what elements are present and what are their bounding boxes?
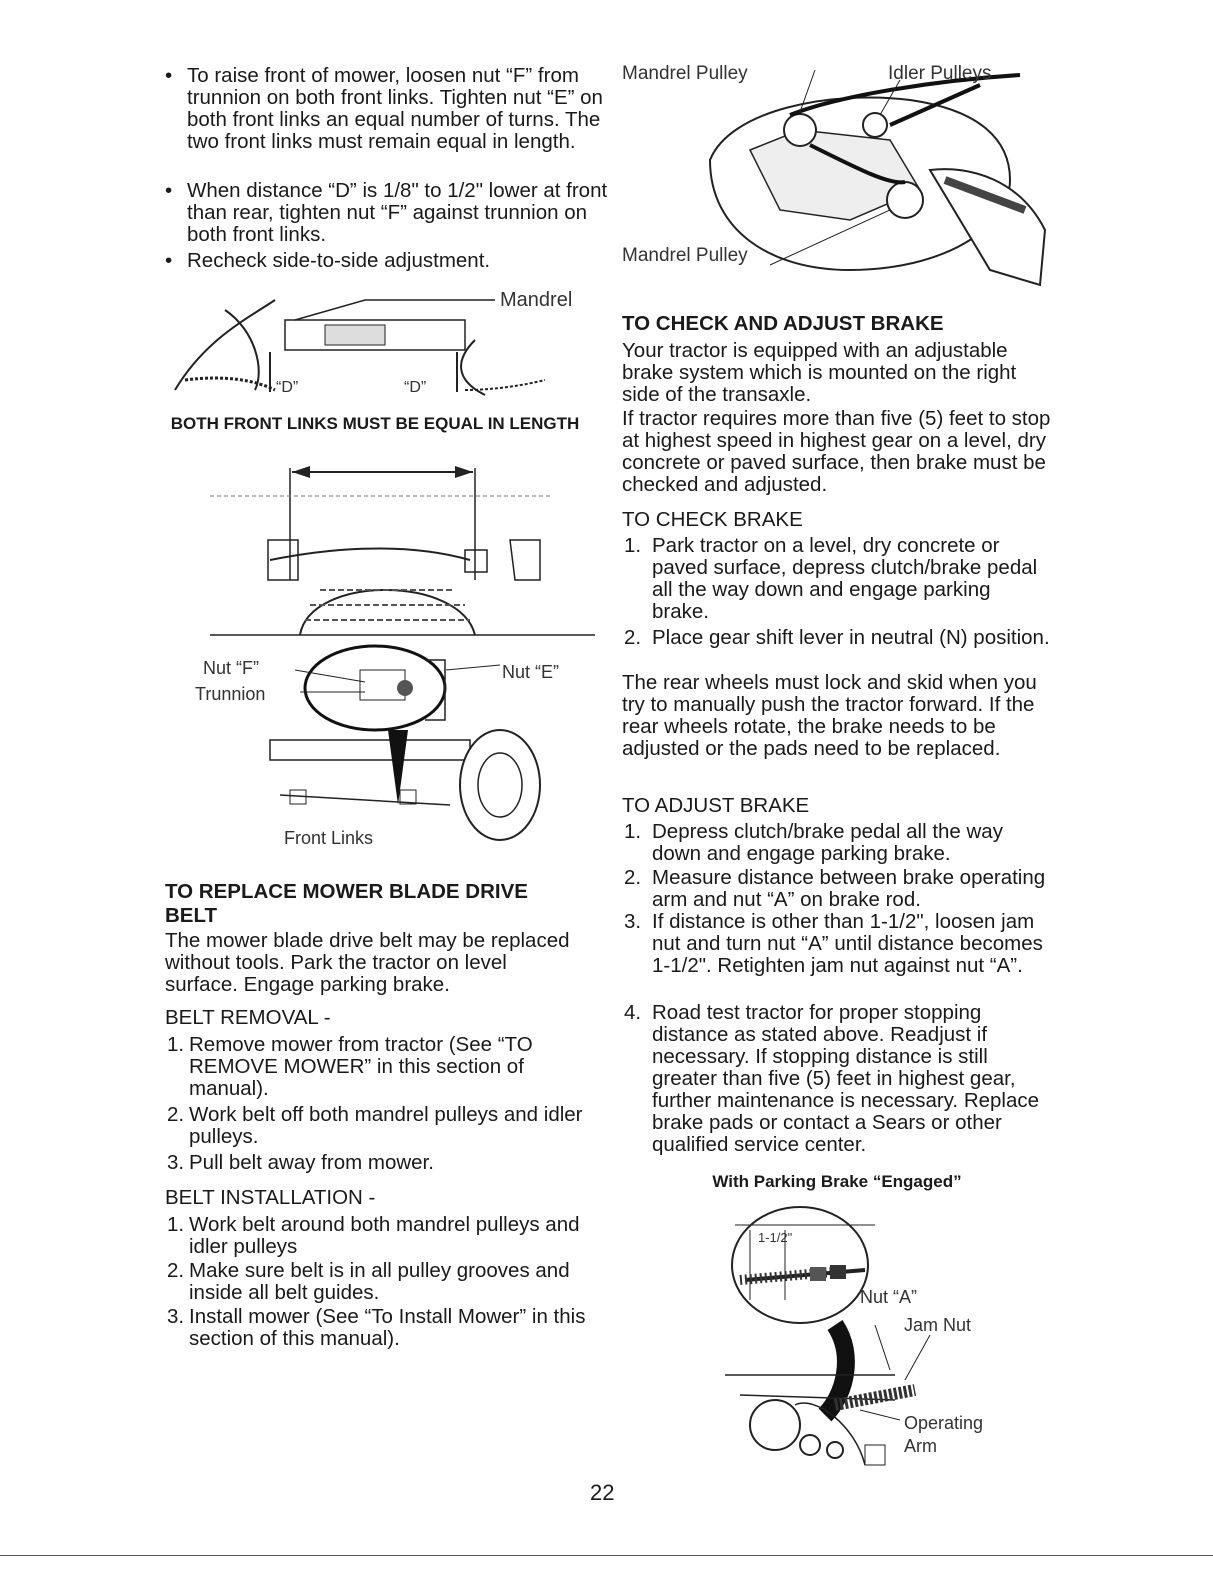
page-number: 22 bbox=[590, 1480, 615, 1505]
label-d-left: “D” bbox=[276, 379, 299, 396]
bullet-dot: • bbox=[165, 179, 173, 202]
label-nut-e: Nut “E” bbox=[502, 662, 560, 682]
label-mandrel-pulley-bottom: Mandrel Pulley bbox=[622, 245, 748, 266]
bullet-dot: • bbox=[165, 64, 173, 87]
bullet-text: To raise front of mower, loosen nut “F” from trunnion on both front links. Tighten nut “E” on both front links an equal number of turns. The two front links must remain equal in length. bbox=[187, 64, 603, 153]
step-text: Remove mower from tractor (See “TO REMOVE MOWER” in this section of manual). bbox=[189, 1033, 533, 1100]
label-arm: Arm bbox=[904, 1436, 937, 1456]
step-number: 3. bbox=[624, 910, 642, 933]
step-text: Work belt around both mandrel pulleys and idler pulleys bbox=[189, 1213, 580, 1258]
step-text: Place gear shift lever in neutral (N) position. bbox=[652, 626, 1050, 649]
step-number: 2. bbox=[167, 1103, 185, 1126]
label-jam-nut: Jam Nut bbox=[904, 1315, 972, 1335]
step-number: 1. bbox=[167, 1033, 185, 1056]
label-idler-pulleys: Idler Pulleys bbox=[888, 63, 992, 84]
check-note: The rear wheels must lock and skid when you try to manually push the tractor forward. If the rear wheels rotate, the brake needs to be adjusted or the pads need to be replaced. bbox=[622, 671, 1037, 760]
label-operating: Operating bbox=[904, 1413, 984, 1433]
label-trunnion: Trunnion bbox=[195, 684, 266, 704]
label-mandrel-pulley-top: Mandrel Pulley bbox=[622, 63, 748, 84]
step-text: Pull belt away from mower. bbox=[189, 1151, 434, 1174]
bullet-dot: • bbox=[165, 249, 173, 272]
brake-intro-2: If tractor requires more than five (5) feet to stop at highest speed in highest gear on a level, dry concrete or paved surface, then brake must be checked and adjusted. bbox=[622, 407, 1051, 496]
label-nut-a: Nut “A” bbox=[860, 1287, 918, 1307]
step-text: Road test tractor for proper stopping distance as stated above. Readjust if necessary. If stopping distance is still greater than five (5) feet in highest gear, further maintenance is necessary. Replace brake pads or contact a Sears or other qualified service center. bbox=[652, 1001, 1040, 1156]
step-text: Measure distance between brake operating arm and nut “A” on brake rod. bbox=[652, 866, 1046, 911]
belt-removal-heading: BELT REMOVAL - bbox=[165, 1006, 331, 1029]
front-links-diagram bbox=[210, 460, 600, 850]
label-mandrel: Mandrel bbox=[500, 289, 573, 311]
step-text: Install mower (See “To Install Mower” in this section of this manual). bbox=[189, 1305, 586, 1350]
label-d-right: “D” bbox=[404, 379, 427, 396]
step-text: If distance is other than 1-1/2", loosen jam nut and turn nut “A” until distance becomes 1-1/2". Retighten jam nut against nut “A”. bbox=[652, 910, 1043, 977]
section-heading-brake: TO CHECK AND ADJUST BRAKE bbox=[622, 312, 944, 335]
label-nut-f: Nut “F” bbox=[203, 658, 259, 678]
step-number: 1. bbox=[167, 1213, 185, 1236]
figure-caption-brake: With Parking Brake “Engaged” bbox=[712, 1172, 962, 1191]
brake-nut-diagram bbox=[715, 1205, 995, 1475]
step-number: 1. bbox=[624, 820, 642, 843]
brake-intro-1: Your tractor is equipped with an adjustable brake system which is mounted on the right side of the transaxle. bbox=[622, 339, 1017, 406]
figure-caption-links: BOTH FRONT LINKS MUST BE EQUAL IN LENGTH bbox=[170, 414, 580, 433]
label-front-links: Front Links bbox=[284, 828, 374, 848]
adjust-brake-heading: TO ADJUST BRAKE bbox=[622, 794, 810, 817]
step-number: 2. bbox=[167, 1259, 185, 1282]
step-text: Park tractor on a level, dry concrete or paved surface, depress clutch/brake pedal all the way down and engage parking brake. bbox=[652, 534, 1038, 623]
bullet-text: When distance “D” is 1/8" to 1/2" lower at front than rear, tighten nut “F” against trunnion on both front links. bbox=[187, 179, 608, 246]
step-text: Work belt off both mandrel pulleys and idler pulleys. bbox=[189, 1103, 583, 1148]
step-text: Depress clutch/brake pedal all the way down and engage parking brake. bbox=[652, 820, 1003, 865]
bullet-text: Recheck side-to-side adjustment. bbox=[187, 249, 491, 272]
check-brake-heading: TO CHECK BRAKE bbox=[622, 508, 803, 531]
step-number: 4. bbox=[624, 1001, 642, 1024]
label-one-and-half-inch: 1-1/2" bbox=[758, 1230, 793, 1245]
step-number: 2. bbox=[624, 866, 642, 889]
step-number: 3. bbox=[167, 1305, 185, 1328]
step-number: 2. bbox=[624, 626, 642, 649]
step-number: 3. bbox=[167, 1151, 185, 1174]
step-text: Make sure belt is in all pulley grooves and inside all belt guides. bbox=[189, 1259, 570, 1304]
belt-installation-heading: BELT INSTALLATION - bbox=[165, 1186, 376, 1209]
section-heading-belt: TO REPLACE MOWER BLADE DRIVE BELT bbox=[165, 880, 528, 927]
bottom-rule bbox=[0, 1555, 1213, 1556]
step-number: 1. bbox=[624, 534, 642, 557]
belt-intro: The mower blade drive belt may be replaced without tools. Park the tractor on level surface. Engage parking brake. bbox=[165, 929, 570, 996]
